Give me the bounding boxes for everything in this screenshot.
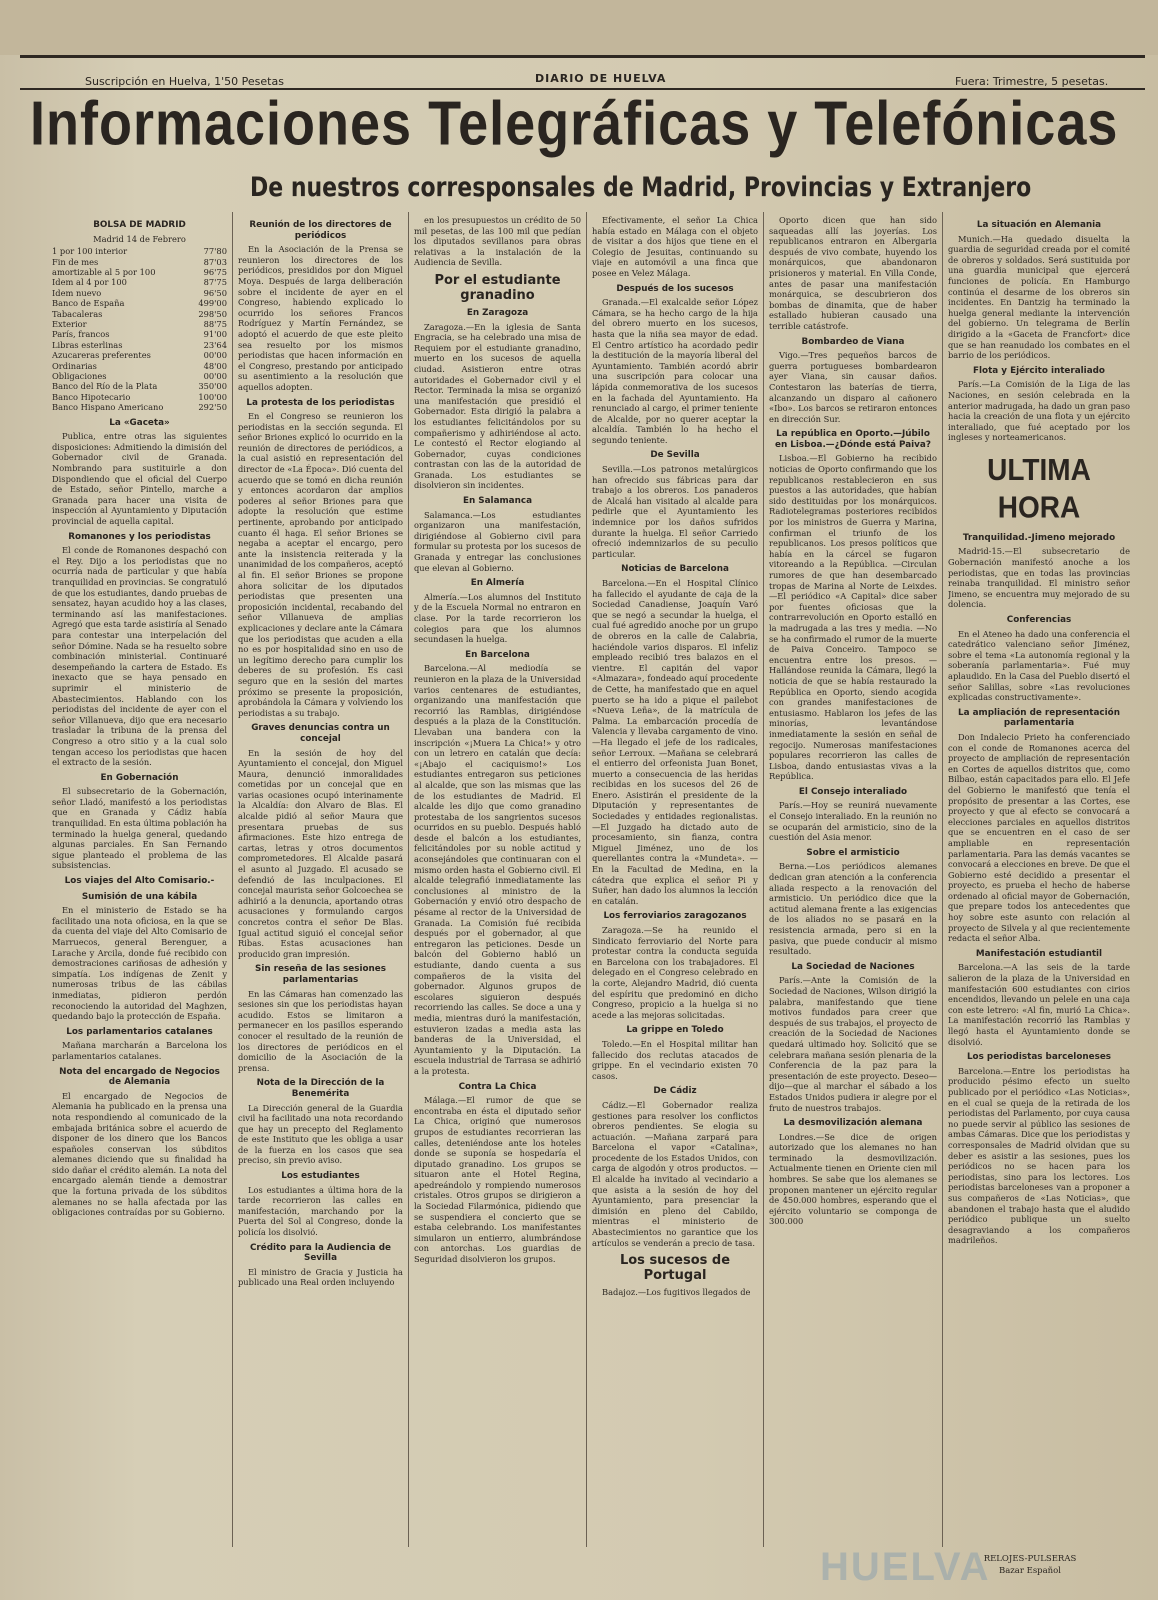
bolsa-value: 96'50 <box>203 287 227 298</box>
chica-continued-text: Efectivamente, el señor La Chica había estado en Málaga con el objeto de visitar a dos hijos que tiene en el Colegio de Jesuitas, continuando su viaje en automóvil a una finca que posee en Velez Málaga. <box>592 215 758 278</box>
flota-title: Flota y Ejército interaliado <box>973 365 1105 376</box>
bolsa-row <box>52 319 227 329</box>
ampliacion-text: Don Indalecio Prieto ha conferenciado con el conde de Romanones acerca del proyecto de ampliación de representación en Cortes de aquellos distritos que, como Bilbao, están capacitados para ello. El Jefe del Gobierno le manifestó que tenía el propósito de presentar a las Cortes, ese proyecto y que al efecto se convocará a elecciones parciales en aquellos distritos que se encuentren en el caso de ser ampliable en representación parlamentaria. Para las demás vacantes se convocará a elecciones en breve. De que el Gobierno esté decidido a presentar el proyecto, es prueba el hecho de haberse ordenado al oficial mayor de Gobernación, que prepare todos los antecedentes que hoy sobre este asunto con relación al proyecto de Silvela y al que recientemente redacta el señor Alba. <box>948 731 1130 944</box>
ferroviarios-text: Zaragoza.—Se ha reunido el Sindicato ferroviario del Norte para protestar contra la conducta seguida en Barcelona con los trabajadores. El delegado en el Congreso celebrado en la corte, Alejandro Madrid, dió cuenta del espíritu que predominó en dicho Congreso, propicio a la huelga si no acede a las mejoras solicitadas. <box>592 925 758 1020</box>
resena-text: En las Cámaras han comenzado las sesiones sin que los periodistas hayan acudido. Estos se limitaron a permanecer en los pasillos esperando conocer el resultado de la reunión de los directores de periódicos en el domicilio de la Asociación de la prensa. <box>238 988 403 1073</box>
bolsa-name: Fin de mes <box>52 256 99 267</box>
manifestacion-text: Barcelona.—A las seis de la tarde salieron de la plaza de la Universidad en manifestación 600 estudiantes con cirios encendidos, llevando un pelele en una caja con este letrero: «Al fin, murió La Chica». La manifestación recorrió las Ramblas y llegó hasta el Ayuntamiento donde se disolvió. <box>948 962 1130 1047</box>
subscription-right: Fuera: Trimestre, 5 pesetas. <box>955 75 1109 88</box>
sevilla-title: De Sevilla <box>650 450 700 461</box>
viajes-title: Los viajes del Alto Comisario.- <box>64 876 215 887</box>
reunion-text: En la Asociación de la Prensa se reunieron los directores de los periódicos, presididos por don Miguel Moya. Después de larga deliberación sobre el incidente de ayer en el Congreso, habiendo explicado lo ocurrido los señores Francos Rodríguez y Martín Fernández, se adoptó el acuerdo de que este pleito sea resuelto por los mismos periodistas que hacen información en el Congreso, prestando por anticipado su asentimiento a la resolución que aquellos adopten. <box>238 244 403 392</box>
reunion-title: Reunión de los directores de periódicos <box>249 220 392 241</box>
grippe-text: Toledo.—En el Hospital militar han fallecido dos reclutas atacados de grippe. En el vecindario existen 70 casos. <box>592 1038 758 1081</box>
desmovilizacion-title: La desmovilización alemana <box>783 1118 923 1129</box>
column-divider <box>586 212 587 1547</box>
desmovilizacion-text: Londres.—Se dice de origen autorizado que los alemanes no han terminado la desmovilización. Actualmente tienen en Oriente cien mil hombres. Se sabe que los alemanes se proponen mantener un ejército regular de 450.000 hombres, esperando que el ejército voluntario se componga de 300.000 <box>769 1131 937 1227</box>
bolsa-row <box>52 329 227 339</box>
bolsa-name: Azucareras preferentes <box>52 350 151 361</box>
bolsa-title: BOLSA DE MADRID <box>93 220 186 230</box>
catalanes-title: Los parlamentarios catalanes <box>66 1026 213 1037</box>
bolsa-value: 00'00 <box>203 371 227 382</box>
barceloneses-text: Barcelona.—Entre los periodistas ha producido pésimo efecto un suelto publicado por el periódico «Las Noticias», en el cual se queja de la retirada de los periodistas del Parlamento, por cuya causa no puede servir al público las sesiones de ambas Cámaras. Dice que los periodistas y corresponsales de Madrid olvidan que su deber es asistir a las sesiones, pues los periódicos no se hacen para los periodistas, sino para los lectores. Los periodistas barceloneses van a proponer a sus compañeros de «Las Noticias», que abandonen el trabajo hasta que el aludido periódico publique un suelto desagraviando a los compañeros madrileños. <box>948 1065 1130 1246</box>
top-rule <box>20 55 1145 58</box>
credito-text: El ministro de Gracia y Justicia ha publicado una Real orden incluyendo <box>238 1266 403 1288</box>
bolsa-value: 96'75 <box>203 267 227 277</box>
bolsa-value: 48'00 <box>203 360 227 371</box>
viana-title: Bombardeo de Viana <box>801 336 905 347</box>
bolsa-name: Banco Hipotecario <box>52 391 131 402</box>
portugal-continued-text: Oporto dicen que han sido saqueadas allí las joyerías. Los republicanos entraron en Albergaria después de vivo combate, huyendo los monárquicos, que abandonaron prisioneros y material. En Villa Conde, antes de pasar una manifestación monárquica, se descubrieron dos bombas de dinamita, que de haber estallado hubieran causado una terrible catástrofe. <box>769 215 937 331</box>
subscription-left: Suscripción en Huelva, 1'50 Pesetas <box>85 75 284 88</box>
protesta-title: La protesta de los periodistas <box>246 397 395 408</box>
column-6 <box>948 215 1130 1550</box>
catalanes-text: Mañana marcharán a Barcelona los parlamentarios catalanes. <box>52 1040 227 1061</box>
bolsa-name: amortizable al 5 por 100 <box>52 267 156 277</box>
bolsa-name: 1 por 100 interior <box>52 246 128 257</box>
bolsa-name: Banco Hispano Americano <box>52 402 164 413</box>
ampliacion-title: La ampliación de representación parlamentaria <box>958 707 1120 729</box>
bolsa-value: 350'00 <box>198 381 227 392</box>
top-margin <box>0 0 1158 55</box>
alemania-nota-title: Nota del encargado de Negocios de Alemania <box>59 1066 220 1088</box>
bolsa-row <box>52 350 227 360</box>
advertisement-line-2: Bazar Español <box>998 1566 1061 1576</box>
bolsa-table <box>52 246 227 413</box>
bolsa-value: 87'75 <box>203 277 227 288</box>
bolsa-row <box>52 392 227 402</box>
bolsa-value: 298'50 <box>198 308 227 319</box>
barcelona-title: En Barcelona <box>465 649 530 660</box>
romanones-text: El conde de Romanones despachó con el Rey. Dijo a los periodistas que no ocurría nada de particular y que había tranquilidad en provincias. Se congratuló de que los estudiantes, dando pruebas de sensatez, hayan acudido hoy a las clases, terminando así las manifestaciones. Agregó que esta tarde asistiría al Senado para contestar una interpelación del señor Dómine. Nada se ha resuelto sobre combinación ministerial. Continuaré desempeñando la cartera de Estado. Es inexacto que se haya pensado en suprimir el ministerio de Abastecimientos. Hablando con los periodistas del incidente de ayer con el señor Villanueva, dijo que era necesario trasladar la tribuna de la prensa del Congreso a otro sitio y a la cual solo tengan acceso los periodistas que hacen el extracto de la sesión. <box>52 545 227 768</box>
bolsa-row <box>52 371 227 381</box>
bolsa-date: Madrid 14 de Febrero <box>93 233 186 244</box>
column-divider <box>763 212 764 1547</box>
column-1 <box>52 215 227 1555</box>
consejo-text: París.—Hoy se reunirá nuevamente el Consejo interaliado. En la reunión no se ocuparán del armisticio, sino de la cuestión del Asia menor. <box>769 800 937 843</box>
estudiantes-title: Los estudiantes <box>281 1171 360 1182</box>
page-subbanner: De nuestros corresponsales de Madrid, Provincias y Extranjero <box>250 173 1032 203</box>
situacion-alemania-text: Munich.—Ha quedado disuelta la guardia de seguridad creada por el comité de obreros y soldados. Será sustituida por una guardia municipal que ejercerá funciones de policía. En Hamburgo continúa el desarme de los obreros sin incidentes. En Dantzig ha terminado la huelga general mediante la intervención del gobierno. Un telegrama de Berlín dirigido a la «Gaceta de Francfort» dice que se han reanudado los combates en el barrio de los periódicos. <box>948 233 1130 361</box>
bolsa-name: París, francos <box>52 329 110 340</box>
estudiante-title: Por el estudiante granadino <box>434 272 561 303</box>
conferencias-title: Conferencias <box>1006 615 1072 626</box>
protesta-text: En el Congreso se reunieron los periodistas en la sección segunda. El señor Briones explicó lo ocurrido en la reunión de directores de periódicos, a la cual asistió en representación del director de «La Época». Dió cuenta del acuerdo que se tomó en dicha reunión y entonces acordaron dar amplios poderes al señor Briones para que adopte la resolución que estime pertinente, aprobando por anticipado cuanto él haga. El señor Briones se negaba a aceptar el encargo, pero ante la insistencia reiterada y la unanimidad de los compañeros, aceptó al fin. El señor Briones se propone ahora solicitar de los diputados periodistas que presenten una proposición incidental, recabando del señor Villanueva de amplias explicaciones y declare ante la Cámara que los periodistas que acuden a ella no es por hospitalidad sino en uso de un legítimo derecho para cumplir los deberes de su profesión. Es casi seguro que en la sesión del martes próximo se presente la proposición, aprobándola la Cámara y volviendo los periodistas a su trabajo. <box>238 411 403 718</box>
advertisement-line-1: RELOJES-PULSERAS <box>983 1554 1077 1564</box>
sociedad-title: La Sociedad de Naciones <box>791 961 915 972</box>
oporto-title: La república en Oporto.—Júbilo en Lisboa.—¿Dónde está Paiva? <box>775 429 931 450</box>
archive-watermark: HUELVA <box>820 1545 991 1589</box>
bolsa-row <box>52 381 227 391</box>
bolsa-value: 100'00 <box>198 391 227 402</box>
almeria-title: En Almería <box>470 578 525 589</box>
armisticio-text: Berna.—Los periódicos alemanes dedican gran atención a la conferencia aliada respecto a la renovación del armisticio. Un periódico dice que la actitud alemana frente a las exigencias de los aliados no se pasará en la resistencia armada, pero si en la pasiva, que puede conducir al mismo resultado. <box>769 861 937 957</box>
credito-title: Crédito para la Audiencia de Sevilla <box>249 1242 392 1264</box>
sociedad-text: París.—Ante la Comisión de la Sociedad de Naciones, Wilson dirigió la palabra, manifestando que tiene motivos fundados para creer que después de sus trabajos, el proyecto de creación de la Sociedad de Naciones quedará ultimado hoy. Solicitó que se celebrara mañana sesión plenaria de la Conferencia de la paz para la presentación de este proyecto. Deseo—dijo—que al marchar el sábado a los Estados Unidos pudiera ir alegre por el fruto de nuestros trabajos. <box>769 975 937 1113</box>
resena-title: Sin reseña de las sesiones parlamentarias <box>255 964 386 985</box>
bolsa-value: 87'03 <box>203 256 227 267</box>
page-banner: Informaciones Telegráficas y Telefónicas <box>30 89 1119 159</box>
nota-title: Nota de la Dirección de la Benemérita <box>256 1078 385 1099</box>
bolsa-row <box>52 340 227 350</box>
paper-name: DIARIO DE HUELVA <box>535 72 667 85</box>
bolsa-row <box>52 246 227 256</box>
bolsa-row <box>52 402 227 412</box>
column-divider <box>942 212 943 1547</box>
bolsa-value: 499'00 <box>198 298 227 309</box>
audiencia-continued-text: en los presupuestos un crédito de 50 mil pesetas, de las 100 mil que pedían los diputados sevillanos para obras relativas a la instalación de la Audiencia de Sevilla. <box>414 215 581 268</box>
flota-text: París.—La Comisión de la Liga de las Naciones, en sesión celebrada en la anterior madrugada, ha dado un gran paso hacia la creación de una flota y un ejército interaliado, que fué aceptado por los ingleses y norteamericanos. <box>948 379 1130 443</box>
salamanca-title: En Salamanca <box>462 496 533 507</box>
ferroviarios-title: Los ferroviarios zaragozanos <box>603 911 747 922</box>
bolsa-name: Tabacaleras <box>52 308 103 319</box>
bolsa-value: 00'00 <box>203 350 227 361</box>
bolsa-name: Libras esterlinas <box>52 339 123 350</box>
column-2 <box>238 215 403 1555</box>
estudiantes-text: Los estudiantes a última hora de la tarde recorrieron las calles en manifestación, marchando por la Puerta del Sol al Congreso, donde la policía los disolvió. <box>238 1184 403 1238</box>
chica-title: Contra La Chica <box>458 1081 537 1092</box>
consejo-title: El Consejo interaliado <box>798 786 908 797</box>
tranquilidad-text: Madrid-15.—El subsecretario de Gobernación manifestó anoche a los periodistas, que en todas las provincias reinaba tranquilidad. El ministro señor Jimeno, se encuentra muy mejorado de su dolencia. <box>948 546 1130 610</box>
bolsa-row <box>52 298 227 308</box>
denuncias-title: Graves denuncias contra un concejal <box>251 723 390 744</box>
manifestacion-title: Manifestación estudiantil <box>975 948 1103 959</box>
bolsa-row <box>52 267 227 277</box>
column-divider <box>408 212 409 1547</box>
portugal-title: Los sucesos de Portugal <box>619 1253 731 1284</box>
situacion-alemania-title: La situación en Alemania <box>976 220 1102 230</box>
bolsa-value: 77'80 <box>203 246 227 257</box>
gobernacion-text: El subsecretario de la Gobernación, señor Lladó, manifestó a los periodistas que en Granada y Cádiz había tranquilidad. En esta última población ha terminado la huelga general, quedando algunas parciales. En San Fernando sigue planteado el problema de las subsistencias. <box>52 786 227 871</box>
alemania-nota-text: El encargado de Negocios de Alemania ha publicado en la prensa una nota respondiendo al comunicado de la embajada británica sobre el acuerdo de disponer de los dinero que los Bancos españoles conservan los súbditos alemanes diciendo que su finalidad ha sido dañar el crédito alemán. La nota del encargado alemán tiende a demostrar que la fortuna privada de los súbditos alemanes no se halla afectada por las obligaciones contraídas por su Gobierno. <box>52 1090 227 1218</box>
armisticio-title: Sobre el armisticio <box>806 847 900 858</box>
bolsa-name: Banco del Río de la Plata <box>52 381 158 392</box>
barceloneses-title: Los periodistas barceloneses <box>966 1052 1112 1063</box>
noticias-text: Barcelona.—En el Hospital Clínico ha fallecido el ayudante de caja de la Sociedad Canadiense, Joaquín Varó que se negó a secundar la huelga, el cual fué agredido anoche por un grupo de obreros en la calle de Calabria, haciéndole varios disparos. El infeliz empleado recibió tres balazos en el vientre. El capitán del vapor «Almazara», fondeado aquí procedente de Cette, ha manifestado que en aquel puerto se ha ido a pique el pailebot «Nueva Leña», de la matrícula de Palma. La embarcación procedía de Valencia y llevaba cargamento de vino. —Ha llegado el jefe de los radicales, señor Lerroux. —Mañana se celebrará el entierro del orfeonista Juan Bonet, muerto a consecuencia de las heridas recibidas en los sucesos del 26 de Enero. Asistirán el presidente de la Diputación y representantes de Sociedades y entidades regionalistas. —El Juzgado ha dictado auto de procesamiento, sin fianza, contra Miguel Jiménez, uno de los querellantes contra la «Mundeta». —En la Facultad de Medina, en la cátedra que explica el señor Pi y Suñer, han dado los alumnos la lección en catalán. <box>592 578 758 906</box>
ultima-hora-heading: ULTIMA HORA <box>987 452 1091 525</box>
bolsa-name: Idem al 4 por 100 <box>52 277 127 288</box>
grippe-title: La grippe en Toledo <box>626 1025 724 1036</box>
bolsa-row <box>52 257 227 267</box>
column-3 <box>414 215 581 1555</box>
sevilla-text: Sevilla.—Los patronos metalúrgicos han ofrecido sus fábricas para dar trabajo a los obreros. Los panaderos de Alcalá han visitado al alcalde para pedirle que el Ayuntamiento les indemnice por los daños sufridos durante la huelga. El señor Carriedo ofreció indemnizarlos de su peculio particular. <box>592 464 758 559</box>
gobernacion-title: En Gobernación <box>100 772 179 783</box>
nota-text: La Dirección general de la Guardia civil ha facilitado una nota recordando que hay un precepto del Reglamento de este Instituto que les obliga a usar de la fuerza en los casos que sea preciso, sin previo aviso. <box>238 1102 403 1166</box>
viana-text: Vigo.—Tres pequeños barcos de guerra portugueses bombardearon ayer Viana, sin causar daños. Contestaron las baterías de tierra, alcanzando un disparo al cañonero «Ibo». Los barcos se retiraron entonces en dirección Sur. <box>769 350 937 424</box>
noticias-title: Noticias de Barcelona <box>621 564 729 575</box>
column-5 <box>769 215 937 1555</box>
cadiz-title: De Cádiz <box>653 1086 697 1097</box>
bolsa-value: 23'64 <box>203 339 227 350</box>
almeria-text: Almería.—Los alumnos del Instituto y de la Escuela Normal no entraron en clase. Por la tarde recorrieron los colegios para que los alumnos secundasen la huelga. <box>414 591 581 645</box>
bolsa-value: 91'00 <box>203 329 227 340</box>
barcelona-text: Barcelona.—Al mediodía se reunieron en la plaza de la Universidad varios centenares de estudiantes, organizando una manifestación que recorrió las Ramblas, dirigiéndose después a la plaza de la Constitución. Llevaban una bandera con la inscripción «¡Muera La Chica!» y otro con un letrero en catalán que decía: «¡Abajo el caciquismo!» Los estudiantes entregaron sus peticiones al alcalde, que son las mismas que las de los estudiantes de Madrid. El alcalde les dijo que como granadino protestaba de los sangrientos sucesos ocurridos en su pueblo. Después habló desde el balcón a los estudiantes, felicitándoles por su noble actitud y aconsejándoles que continuaran con el mismo orden hasta el Gobierno civil. El alcalde telegrafió inmediatamente las conclusiones al ministro de la Gobernación y envió otro despacho de pésame al rector de la Universidad de Granada. La Comisión fué recibida después por el gobernador, al que entregaron las peticiones. Desde un balcón del Gobierno habló un estudiante, dando cuenta a sus compañeros de la visita del gobernador. Algunos grupos de escolares siguieron después recorriendo las calles. Se doce a una y media, mientras duró la manifestación, estuvieron izadas a media asta las banderas de la Universidad, el Ayuntamiento y la Diputación. La escuela industrial de Tarrasa se adhirió a la protesta. <box>414 663 581 1076</box>
conferencias-text: En el Ateneo ha dado una conferencia el catedrático valenciano señor Jiménez, sobre el tema «La autonomía regional y la soberanía parlamentaria». Fué muy aplaudido. En la Casa del Pueblo disertó el señor Salillas, sobre «Las revoluciones explicadas constructivamente». <box>948 628 1130 703</box>
bolsa-name: Obligaciones <box>52 371 107 382</box>
bolsa-row <box>52 277 227 287</box>
bolsa-name: Ordinarias <box>52 360 97 371</box>
chica-text: Málaga.—El rumor de que se encontraba en ésta el diputado señor La Chica, originó que numerosos grupos de estudiantes recorrieran las calles, deteniéndose ante los hoteles donde se suponía se hospedaría el diputado granadino. Los grupos se situaron ante el Hotel Regina, apedreándolo y rompiendo numerosos cristales. Otros grupos se dirigieron a la Sociedad Filarmónica, pidiendo que se suspendiera el concierto que se estaba celebrando. Los manifestantes simularon un entierro, alumbrándose con antorchas. Los guardias de Seguridad disolvieron los grupos. <box>414 1095 581 1265</box>
zaragoza-title: En Zaragoza <box>466 307 529 318</box>
denuncias-text: En la sesión de hoy del Ayuntamiento el concejal, don Miguel Maura, denunció inmoralidades cometidas por un concejal que en varias ocasiones ocupó interinamente la Alcaldía: don Alvaro de Blas. El alcalde pidió al señor Maura que presentara pruebas de sus afirmaciones. Este hizo entrega de cartas, letras y otros documentos comprometedores. El Alcalde pasará el asunto al Juzgado. El acusado se defendió de las inculpaciones. El concejal maurista señor Golcoechea se adhirió a la denuncia, aportando otras acusaciones y formulando cargos concretos contra el señor De Blas. Igual actitud siguió el concejal señor Ribas. Estas acusaciones han producido gran impresión. <box>238 747 403 959</box>
bolsa-row <box>52 288 227 298</box>
bolsa-name: Idem nuevo <box>52 287 102 298</box>
portugal-text: Badajoz.—Los fugitivos llegados de <box>602 1287 751 1298</box>
tranquilidad-title: Tranquilidad.-Jimeno mejorado <box>962 532 1116 543</box>
bolsa-row <box>52 309 227 319</box>
despues-title: Después de los sucesos <box>616 283 734 294</box>
gaceta-text: Publica, entre otras las siguientes disposiciones: Admitiendo la dimisión del Gobernador civil de Granada. Nombrando para sustituirle a don Dispondiendo que el oficial del Cuerpo de Estado, señor Pintello, marche a Granada para hacer una visita de inspección al Ayuntamiento y Diputación provincial de aquella capital. <box>52 431 227 527</box>
despues-text: Granada.—El exalcalde señor López Cámara, se ha hecho cargo de la hija del obrero muerto en los sucesos, hasta que la niña sea mayor de edad. El Centro artístico ha acordado pedir la destitución de la mayoría liberal del Ayuntamiento. También acordó abrir una suscripción para colocar una lápida conmemorativa de los sucesos en la fachada del Ayuntamiento. Ha renunciado al cargo, el primer teniente de Alcalde, por no querer aceptar la alcaldía. También lo ha hecho el segundo teniente. <box>592 297 758 445</box>
cadiz-text: Cádiz.—El Gobernador realiza gestiones para resolver los conflictos obreros pendientes. Se elogia su actuación. —Mañana zarpará para Barcelona el vapor «Catalina», procedente de los Estados Unidos, con carga de algodón y otros productos. —El alcalde ha invitado al vecindario a que asista a la sesión de hoy del Ayuntamiento, para presenciar la dimisión en pleno del Cabildo, mientras el ministerio de Abastecimientos no garantice que los artículos se venderán a precio de tasa. <box>592 1099 758 1248</box>
zaragoza-text: Zaragoza.—En la iglesia de Santa Engracia, se ha celebrado una misa de Requiem por el estudiante granadino, muerto en los sucesos de aquella ciudad. Asistieron entre otras autoridades el Gobernador civil y el Rector. Terminada la misa se organizó una manifestación que presidió el Gobernador. Esta dirigió la palabra a los estudiantes felicitándolos por su compañerismo y adhiriéndose al acto. Le contestó el Rector elogiando al Gobernador, cuyas condiciones contrastan con las de la autoridad de Granada. Los estudiantes se disolvieron sin incidentes. <box>414 321 581 491</box>
gaceta-title: La «Gaceta» <box>109 417 170 428</box>
salamanca-text: Salamanca.—Los estudiantes organizaron una manifestación, dirigiéndose al Gobierno civil para formular su protesta por los sucesos de Granada y entregar las conclusiones que elevan al Gobierno. <box>414 509 581 573</box>
bolsa-value: 88'75 <box>203 319 227 330</box>
romanones-title: Romanones y los periodistas <box>68 531 211 542</box>
kabila-title: Sumisión de una kábila <box>81 891 198 902</box>
oporto-text: Lisboa.—El Gobierno ha recibido noticias de Oporto confirmando que los republicanos restablecieron en sus puestos a las autoridades, que habían sido destituidas por los monárquicos. Radiotelegramas posteriores recibidos por los ministros de Guerra y Marina, confirman el triunfo de los republicanos. Los presos políticos que había en la cárcel se fugaron vitoreando a la República. —Circulan rumores de que han desembarcado tropas de Marina al Norte de Leixdes. —El periódico «A Capital» dice saber por fuentes oficiosas que la contrarrevolución en Oporto estalló en la madrugada a las tres y media. —No se ha confirmado el rumor de la muerte de Paiva Conceiro. Tampoco se encuentra entre los presos. —Hallándose reunida la Cámara, llegó la noticia de que se había restaurado la República en Oporto, siendo acogida con grandes manifestaciones de entusiasmo. Hablaron los jefes de las minorías, levantándose inmediatamente la sesión en señal de regocijo. Numerosas manifestaciones populares recorrieron las calles de Lisboa, dando entusiastas vivas a la República. <box>769 453 937 782</box>
column-4 <box>592 215 758 1555</box>
bolsa-name: Banco de España <box>52 298 125 309</box>
bolsa-value: 292'50 <box>198 402 227 413</box>
kabila-text: En el ministerio de Estado se ha facilitado una nota oficiosa, en la que se da cuenta del viaje del Alto Comisario de Marruecos, general Berenguer, a Larache y Arcila, donde fué recibido con demostraciones cariñosas de adhesión y simpatía. Los indígenas de Zenit y numerosas tribus de las cábilas inmediatas, pidieron perdón reconociendo la autoridad del Maghzen, quedando bajo la protección de España. <box>52 905 227 1022</box>
column-divider <box>232 212 233 1547</box>
bolsa-row <box>52 361 227 371</box>
bolsa-name: Exterior <box>52 319 87 330</box>
